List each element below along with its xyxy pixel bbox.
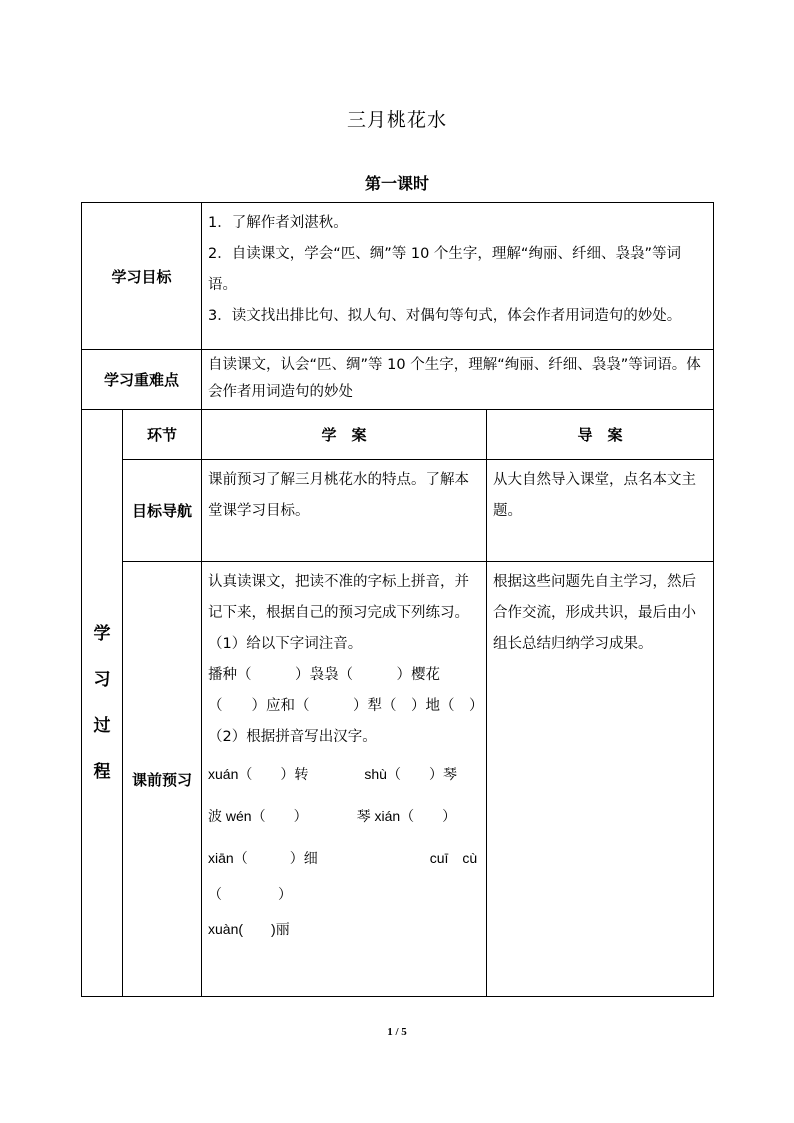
goals-label: 学习目标 xyxy=(82,203,202,350)
process-label-char: 过 xyxy=(93,716,111,736)
stage-name: 目标导航 xyxy=(123,460,202,562)
process-label-char: 程 xyxy=(93,762,111,782)
teacher-plan-header: 导 案 xyxy=(487,410,714,460)
pinyin-line: （ ） xyxy=(208,886,293,902)
exercise-line: 播种（ ）袅袅（ ）樱花（ ）应和（ ）犁（ ）地（ ） xyxy=(208,667,484,714)
stage-header: 环节 xyxy=(123,410,202,460)
process-label-char: 学 xyxy=(93,624,111,644)
key-points-label: 学习重难点 xyxy=(82,350,202,410)
pinyin-line: xiān（ ）细 cuī cù xyxy=(208,850,478,866)
process-label-char: 习 xyxy=(93,670,111,690)
teacher-plan-cell: 从大自然导入课堂，点名本文主题。 xyxy=(487,460,714,562)
table-row xyxy=(82,460,714,562)
goal-item: 1．了解作者刘湛秋。 xyxy=(208,215,348,231)
stage-name: 课前预习 xyxy=(123,562,202,997)
teacher-plan-cell: 根据这些问题先自主学习，然后合作交流，形成共识，最后由小组长总结归纳学习成果。 xyxy=(487,562,714,997)
process-header-row xyxy=(82,410,714,460)
pinyin-line: 波 wén（ ） 琴 xián（ ） xyxy=(208,808,457,824)
student-plan-header: 学 案 xyxy=(202,410,487,460)
lesson-subtitle: 第一课时 xyxy=(364,174,429,193)
goals-row xyxy=(82,203,714,350)
lesson-plan-table xyxy=(81,202,714,997)
student-plan-cell xyxy=(202,562,487,997)
exercise-line: （1）给以下字词注音。 xyxy=(208,636,363,652)
document-title: 三月桃花水 xyxy=(346,109,447,131)
goals-content xyxy=(202,203,714,350)
exercise-line: 认真读课文，把读不准的字标上拼音，并记下来，根据自己的预习完成下列练习。 xyxy=(208,574,470,621)
process-label xyxy=(82,410,123,997)
key-points-content: 自读课文，认会“匹、绸”等 10 个生字，理解“绚丽、纤细、袅袅”等词语。体会作者用词造句的妙处 xyxy=(202,350,714,410)
page-number: 1 / 5 xyxy=(387,1026,407,1038)
pinyin-line: xuán（ ）转 shù（ ）琴 xyxy=(208,766,457,782)
goal-item: 3．读文找出排比句、拟人句、对偶句等句式，体会作者用词造句的妙处。 xyxy=(208,308,682,324)
exercise-line: （2）根据拼音写出汉字。 xyxy=(208,729,377,745)
table-row xyxy=(82,562,714,997)
pinyin-line: xuàn( )丽 xyxy=(208,921,290,937)
key-points-row xyxy=(82,350,714,410)
goal-item: 2．自读课文，学会“匹、绸”等 10 个生字，理解“绚丽、纤细、袅袅”等词语。 xyxy=(208,246,681,293)
student-plan-cell: 课前预习了解三月桃花水的特点。了解本堂课学习目标。 xyxy=(202,460,487,562)
